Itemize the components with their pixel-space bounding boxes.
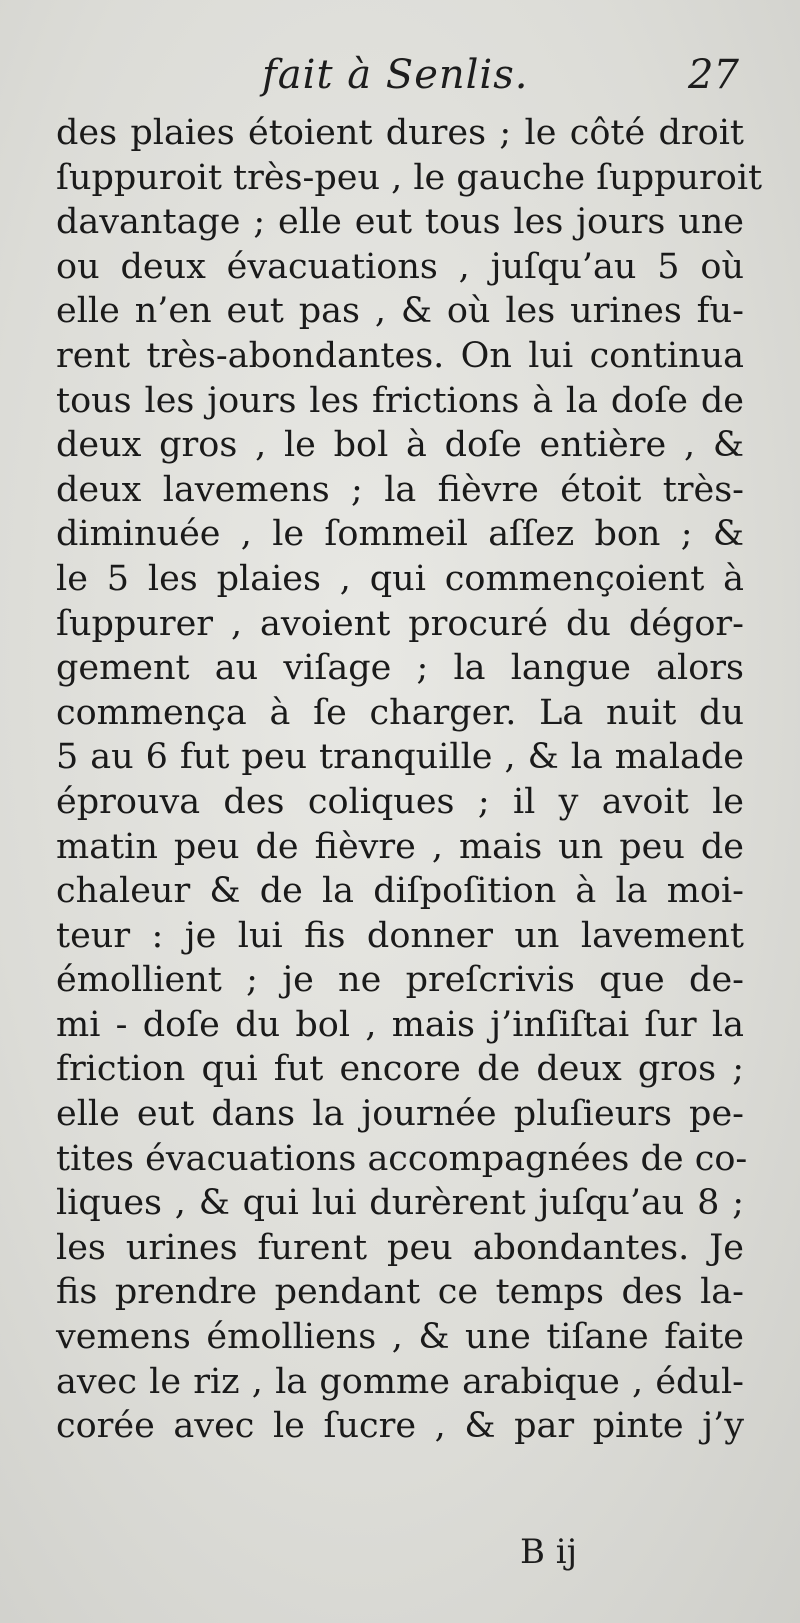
text-line: tous les jours les frictions à la doſe de — [56, 380, 744, 421]
text-line: ſuppurer , avoient procuré du dégor- — [56, 603, 744, 644]
text-line: corée avec le ſucre , & par pinte j’y — [56, 1406, 744, 1447]
text-line: elle eut dans la journée pluſieurs pe- — [56, 1094, 744, 1135]
running-head — [0, 52, 800, 112]
signature-mark: B ij — [520, 1532, 578, 1572]
running-head-title: fait à Senlis. — [262, 52, 529, 98]
text-line: fis prendre pendant ce temps des la- — [56, 1272, 744, 1313]
text-line: diminuée , le ſommeil aſſez bon ; & — [56, 514, 744, 555]
text-line: davantage ; elle eut tous les jours une — [56, 202, 744, 243]
text-line: rent très-abondantes. On lui continua — [56, 335, 744, 376]
text-line: liques , & qui lui durèrent juſqu’au 8 ; — [56, 1183, 744, 1224]
text-line: des plaies étoient dures ; le côté droit — [56, 113, 744, 153]
page-number: 27 — [688, 52, 739, 98]
text-line: chaleur & de la diſpoſition à la moi- — [56, 871, 744, 912]
text-line: mi - doſe du bol , mais j’inſiſtai ſur la — [56, 1004, 744, 1045]
text-line: émollient ; je ne preſcrivis que de- — [56, 960, 744, 1001]
text-line: éprouva des coliques ; il y avoit le — [56, 781, 744, 822]
text-line: matin peu de fièvre , mais un peu de — [56, 826, 744, 867]
text-line: commença à ſe charger. La nuit du — [56, 692, 744, 733]
text-line: friction qui fut encore de deux gros ; — [56, 1049, 744, 1090]
text-line: vemens émolliens , & une tiſane faite — [56, 1317, 744, 1358]
text-line: deux lavemens ; la fièvre étoit très- — [56, 469, 744, 510]
text-line: deux gros , le bol à doſe entière , & — [56, 425, 744, 466]
text-line: ſuppuroit très-peu , le gauche ſuppuroit — [56, 157, 763, 198]
text-line: le 5 les plaies , qui commençoient à — [56, 558, 744, 599]
text-line: gement au viſage ; la langue alors — [56, 648, 744, 689]
text-line: 5 au 6 fut peu tranquille , & la malade — [56, 737, 744, 778]
body-text — [56, 111, 763, 1449]
text-line: avec le riz , la gomme arabique , édul- — [56, 1361, 744, 1402]
text-line: teur : je lui fis donner un lavement — [56, 915, 744, 956]
text-line: elle n’en eut pas , & où les urines fu- — [56, 291, 744, 332]
text-line: tites évacuations accompagnées de co- — [56, 1138, 748, 1179]
text-line: les urines furent peu abondantes. Je — [56, 1227, 744, 1268]
text-line: ou deux évacuations , juſqu’au 5 où — [56, 246, 744, 287]
